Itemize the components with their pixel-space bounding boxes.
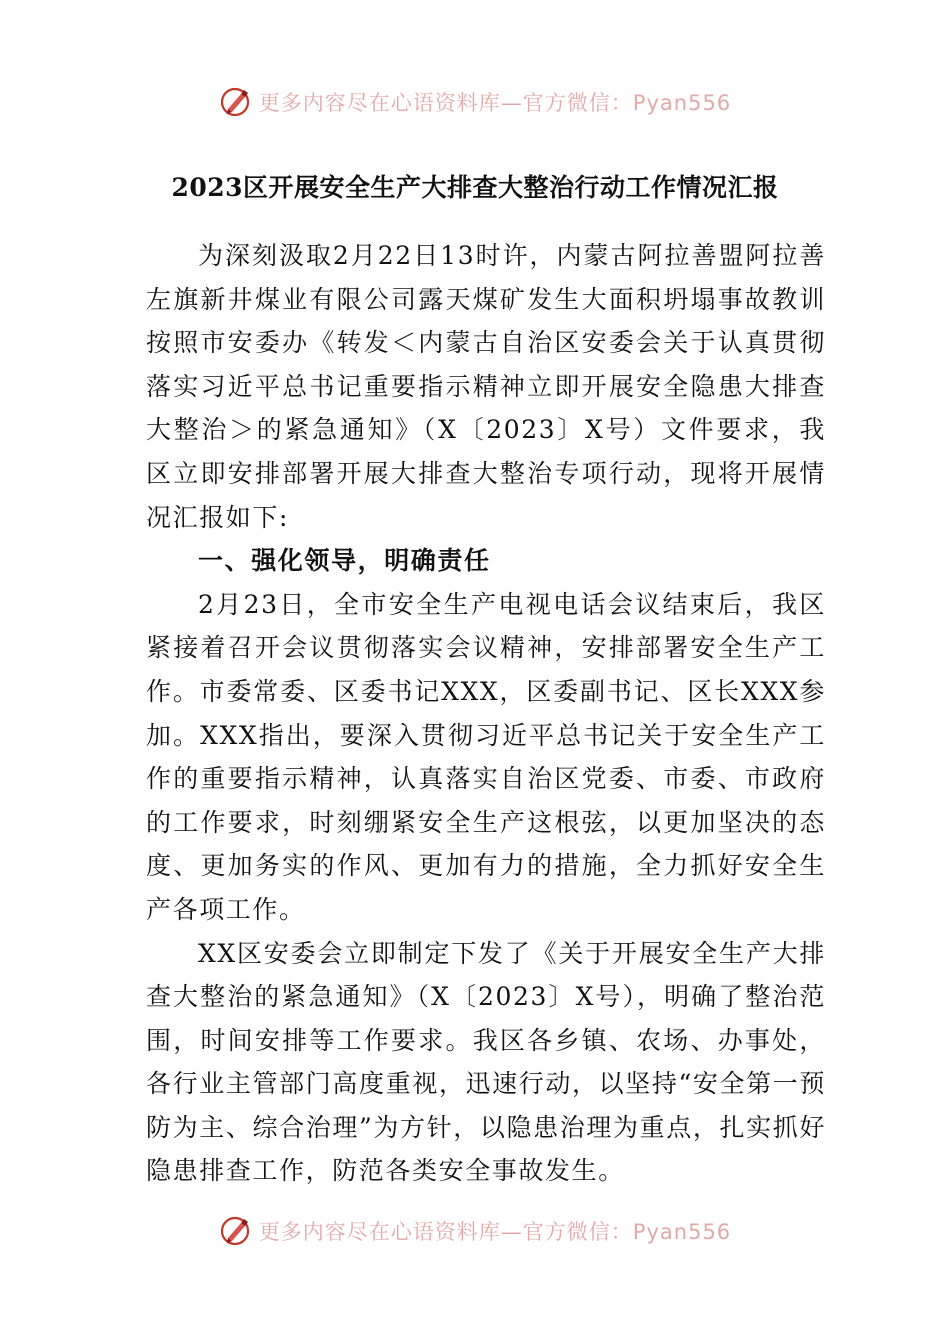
pen-logo-icon [219, 84, 255, 120]
pen-logo-icon [219, 1213, 255, 1249]
body-paragraph: 2月23日，全市安全生产电视电话会议结束后，我区紧接着召开会议贯彻落实会议精神，安排部署安全生产工作。市委常委、区委书记XXX，区委副书记、区长XXX参加。XXX指出，要深入贯彻习近平总书记关于安全生产工作的重要指示精神，认真落实自治区党委、市委、市政府的工作要求，时刻绷紧安全生产这根弦，以更加坚决的态度、更加务实的作风、更加有力的措施，全力抓好安全生产各项工作。 [146, 589, 826, 924]
intro-paragraph: 为深刻汲取2月22日13时许，内蒙古阿拉善盟阿拉善左旗新井煤业有限公司露天煤矿发生大面积坍塌事故教训按照市安委办《转发＜内蒙古自治区安委会关于认真贯彻落实习近平总书记重要指示精神立即开展安全隐患大排查大整治＞的紧急通知》（X〔2023〕X号）文件要求，我区立即安排部署开展大排查大整治专项行动，现将开展情况汇报如下: [146, 241, 826, 532]
document-body [146, 234, 826, 1193]
watermark-footer [0, 1211, 950, 1251]
watermark-text: 更多内容尽在心语资料库—官方微信：Pyan556 [258, 1220, 732, 1244]
document-title: 2023区开展安全生产大排查大整治行动工作情况汇报 [171, 173, 779, 202]
body-paragraph: XX区安委会立即制定下发了《关于开展安全生产大排查大整治的紧急通知》（X〔2023〕X号），明确了整治范围，时间安排等工作要求。我区各乡镇、农场、办事处，各行业主管部门高度重视，迅速行动，以坚持“安全第一预防为主、综合治理”为方针，以隐患治理为重点，扎实抓好隐患排查工作，防范各类安全事故发生。 [146, 938, 826, 1186]
watermark-header [0, 82, 950, 122]
watermark-text: 更多内容尽在心语资料库—官方微信：Pyan556 [258, 91, 732, 115]
section-heading: 一、强化领导，明确责任 [198, 546, 491, 576]
